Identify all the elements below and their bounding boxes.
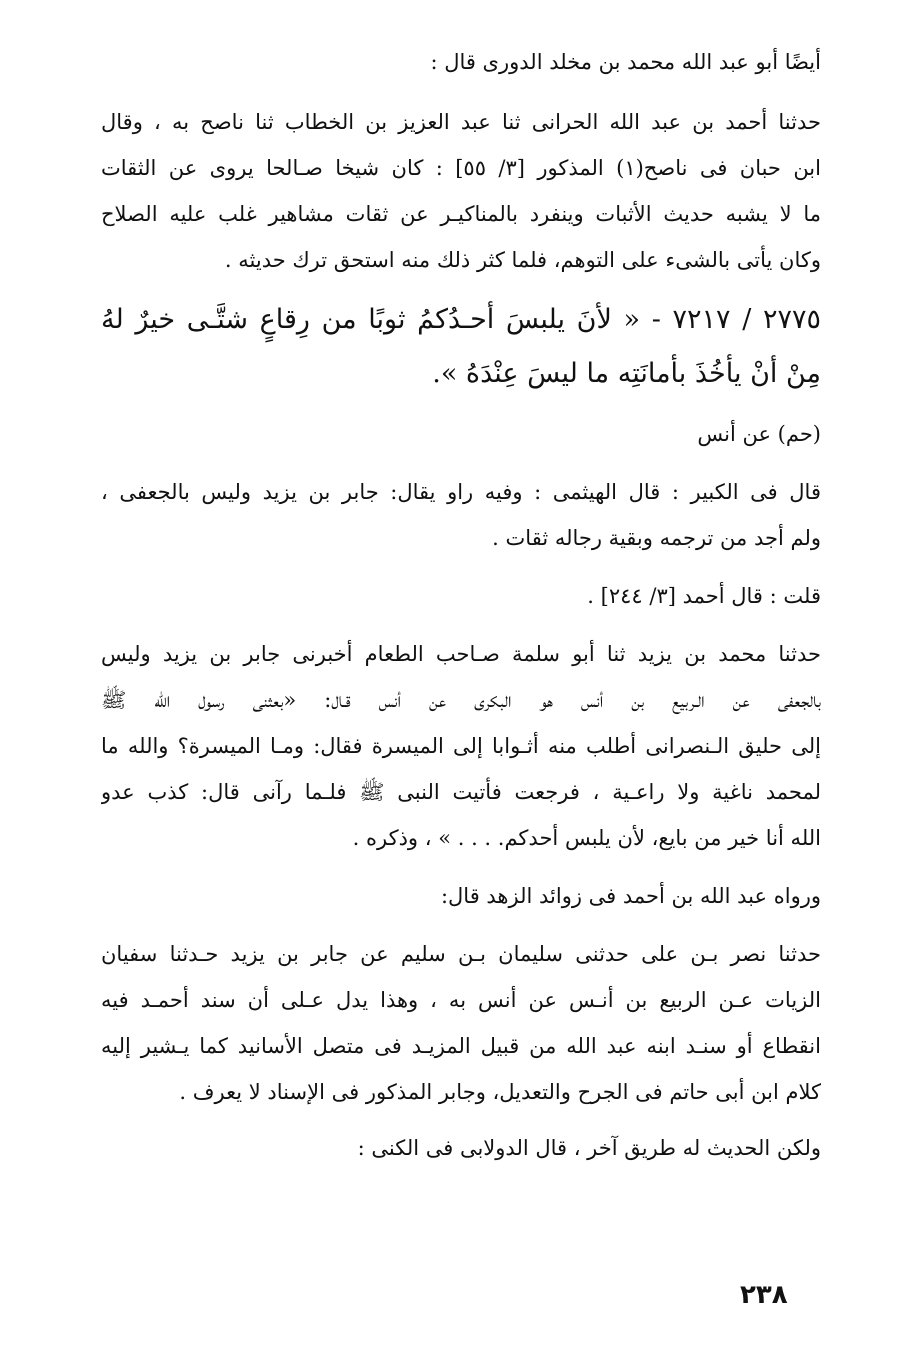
source-citation: (حم) عن أنس: [697, 422, 821, 446]
text-line: إلى حليق الـنصرانى أطلب منه أثـوابا إلى الميسرة فقال: ومـا الميسرة؟ والله ما: [101, 734, 821, 758]
text-line: أيضًا أبو عبد الله محمد بن مخلد الدورى قال :: [430, 50, 821, 74]
text-line: ورواه عبد الله بن أحمد فى زوائد الزهد قال:: [440, 884, 821, 908]
text-line: كلام ابن أبى حاتم فى الجرح والتعديل، وجابر المذكور فى الإسناد لا يعرف .: [179, 1080, 821, 1104]
text-line: انقطاع أو سنـد ابنه عبد الله من قبيل المزيـد فى متصل الأسانيد كما يـشير إليه: [101, 1034, 821, 1058]
text-line: قلت : قال أحمد [٣/ ٢٤٤] .: [587, 584, 821, 608]
text-line: حدثنا نصر بـن على حدثنى سليمان بـن سليم عن جابر بن يزيد حـدثنا سفيان: [101, 942, 821, 966]
text-line: بالجعفى عن الـربيع بن أنس هو البكرى عن أنس قـال: «بعثنى رسول الله ﷺ: [101, 688, 821, 712]
page-number: ٢٣٨: [740, 1280, 788, 1310]
text-line: حدثنا أحمد بن عبد الله الحرانى ثنا عبد العزيز بن الخطاب ثنا ناصح به ، وقال: [101, 110, 821, 134]
text-line: قال فى الكبير : قال الهيثمى : وفيه راو يقال: جابر بن يزيد وليس بالجعفى ،: [101, 480, 821, 504]
text-line: ابن حبان فى ناصح(١) المذكور [٣/ ٥٥] : كان شيخا صـالحا يروى عن الثقات: [101, 156, 821, 180]
text-line: حدثنا محمد بن يزيد ثنا أبو سلمة صـاحب الطعام أخبرنى جابر بن يزيد وليس: [101, 642, 821, 666]
text-line: لمحمد ناغية ولا راعـية ، فرجعت فأتيت النبى ﷺ فلـما رآنى قال: كذب عدو: [101, 780, 821, 804]
text-line: ولم أجد من ترجمه وبقية رجاله ثقات .: [492, 526, 821, 550]
hadith-text-line: ٢٧٧٥ / ٧٢١٧ - « لأنَ يلبسَ أحـدُكمُ ثوبًا من رِقاعٍ شتَّـى خيرٌ لهُ: [101, 304, 821, 335]
text-line: ولكن الحديث له طريق آخر ، قال الدولابى فى الكنى :: [357, 1136, 821, 1160]
text-line: وكان يأتى بالشىء على التوهم، فلما كثر ذلك منه استحق ترك حديثه .: [224, 248, 821, 272]
hadith-text-line: مِنْ أنْ يأخُذَ بأمانَتِه ما ليسَ عِنْدَهُ ».: [432, 358, 821, 389]
text-line: الزيات عـن الربيع بن أنـس عن أنس به ، وهذا يدل عـلى أن سند أحمـد فيه: [101, 988, 821, 1012]
text-line: ما لا يشبه حديث الأثبات وينفرد بالمناكيـر عن ثقات مشاهير غلب عليه الصلاح: [101, 202, 821, 226]
text-line: الله أنا خير من بايع، لأن يلبس أحدكم. . . . » ، وذكره .: [352, 826, 821, 850]
